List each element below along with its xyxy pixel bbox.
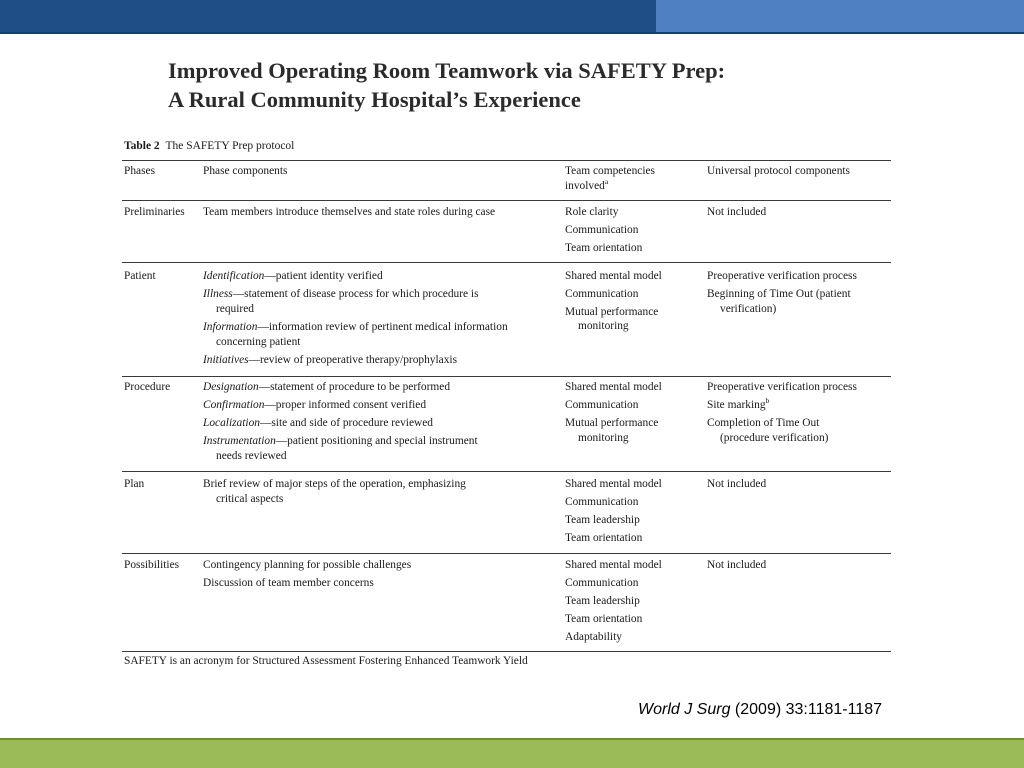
universal-item: Not included	[707, 478, 767, 490]
universal-text: Completion of Time Out	[707, 417, 820, 429]
row-rule	[122, 471, 891, 472]
table-caption	[124, 140, 294, 152]
universal-item: Preoperative verification process	[707, 381, 857, 393]
component-item: Discussion of team member concerns	[203, 577, 374, 589]
component-desc: —proper informed consent verified	[264, 399, 427, 411]
component-desc-cont: required	[216, 303, 254, 315]
phase-plan: Plan	[124, 478, 145, 490]
components-plan	[203, 477, 563, 510]
universal-possibilities	[707, 558, 766, 576]
competency-text: Mutual performance	[565, 306, 659, 318]
competency-item: Shared mental model	[565, 381, 662, 393]
universal-footnote-marker: b	[765, 396, 770, 406]
component-term: Information	[203, 321, 258, 333]
component-desc-cont: critical aspects	[216, 493, 284, 505]
component-term: Localization	[203, 417, 260, 429]
universal-item	[707, 287, 857, 317]
competency-item: Shared mental model	[565, 270, 662, 282]
header-phases: Phases	[124, 165, 156, 177]
universal-text-cont: verification)	[720, 303, 777, 315]
component-item	[203, 287, 563, 317]
component-item	[203, 269, 563, 284]
component-desc-cont: concerning patient	[216, 336, 301, 348]
competency-item	[565, 416, 662, 446]
component-item	[203, 434, 563, 464]
component-item	[203, 477, 563, 507]
competency-item: Communication	[565, 288, 639, 300]
component-item	[203, 416, 563, 431]
row-rule	[122, 262, 891, 263]
phase-procedure: Procedure	[124, 381, 171, 393]
competency-item: Team orientation	[565, 242, 643, 254]
components-patient	[203, 269, 563, 371]
component-desc-cont: needs reviewed	[216, 450, 287, 462]
competency-item: Team leadership	[565, 595, 640, 607]
component-item	[203, 353, 563, 368]
universal-patient	[707, 269, 857, 320]
row-rule	[122, 553, 891, 554]
universal-text: Beginning of Time Out (patient	[707, 288, 851, 300]
table-bottom-rule	[122, 651, 891, 652]
competency-text-cont: monitoring	[578, 320, 629, 332]
component-desc: —patient identity verified	[264, 270, 383, 282]
competency-item	[565, 305, 662, 334]
competency-item: Communication	[565, 399, 639, 411]
competency-item: Shared mental model	[565, 559, 662, 571]
header-universal-protocol: Universal protocol components	[707, 165, 850, 177]
header-rule	[122, 200, 891, 201]
component-desc: —statement of disease process for which procedure is	[232, 288, 479, 300]
citation-details: (2009) 33:1181-1187	[730, 701, 882, 718]
table-caption-label: Table 2	[124, 140, 160, 152]
universal-procedure	[707, 380, 857, 449]
universal-item: Preoperative verification process	[707, 270, 857, 282]
universal-text-cont: (procedure verification)	[720, 432, 829, 444]
competency-item: Team leadership	[565, 514, 640, 526]
competency-item: Role clarity	[565, 206, 619, 218]
header-team-competencies-text: Team competencies involved	[565, 165, 655, 192]
universal-preliminaries	[707, 205, 766, 223]
universal-plan	[707, 477, 766, 495]
heading-line-2: A Rural Community Hospital’s Experience	[168, 87, 581, 112]
component-item: Team members introduce themselves and state roles during case	[203, 206, 496, 218]
competencies-procedure	[565, 380, 662, 449]
competency-text-cont: monitoring	[578, 432, 629, 444]
bottom-banner	[0, 738, 1024, 768]
component-term: Confirmation	[203, 399, 265, 411]
component-term: Identification	[203, 270, 265, 282]
universal-item: Not included	[707, 559, 767, 571]
competency-item: Communication	[565, 577, 639, 589]
competencies-preliminaries	[565, 205, 642, 259]
component-item	[203, 398, 563, 413]
competency-text: Mutual performance	[565, 417, 659, 429]
component-desc: —review of preoperative therapy/prophylaxis	[248, 354, 457, 366]
component-item: Contingency planning for possible challenges	[203, 559, 412, 571]
competencies-plan	[565, 477, 662, 549]
phase-possibilities: Possibilities	[124, 559, 180, 571]
table-caption-text: The SAFETY Prep protocol	[165, 140, 295, 152]
component-item	[203, 320, 563, 350]
top-banner-dark-segment	[0, 0, 656, 32]
header-phase-components: Phase components	[203, 165, 288, 177]
component-term: Instrumentation	[203, 435, 276, 447]
competency-item: Communication	[565, 224, 639, 236]
universal-text: Site marking	[707, 399, 766, 411]
phase-patient: Patient	[124, 270, 156, 282]
header-team-competencies	[565, 164, 685, 194]
competencies-patient	[565, 269, 662, 337]
table-top-rule	[122, 160, 891, 161]
row-rule	[122, 376, 891, 377]
competency-item: Team orientation	[565, 613, 643, 625]
header-footnote-marker: a	[604, 177, 609, 187]
component-term: Initiatives	[203, 354, 249, 366]
citation	[638, 701, 882, 719]
component-desc: —statement of procedure to be performed	[258, 381, 451, 393]
competency-item: Shared mental model	[565, 478, 662, 490]
heading-line-1: Improved Operating Room Teamwork via SAFETY Prep:	[168, 58, 726, 83]
universal-item	[707, 416, 857, 446]
components-possibilities	[203, 558, 563, 594]
component-term: Illness	[203, 288, 233, 300]
table-footnote: SAFETY is an acronym for Structured Assessment Fostering Enhanced Teamwork Yield	[124, 655, 528, 667]
component-desc: Brief review of major steps of the operation, emphasizing	[203, 478, 466, 490]
competencies-possibilities	[565, 558, 662, 648]
component-item	[203, 380, 563, 395]
component-desc: —site and side of procedure reviewed	[259, 417, 433, 429]
component-desc: —patient positioning and special instrument	[275, 435, 478, 447]
components-procedure	[203, 380, 563, 467]
component-term: Designation	[203, 381, 259, 393]
competency-item: Adaptability	[565, 631, 622, 643]
universal-item	[707, 398, 857, 413]
citation-journal: World J Surg	[638, 701, 731, 718]
top-banner	[0, 0, 1024, 34]
universal-item: Not included	[707, 206, 767, 218]
top-banner-light-segment	[656, 0, 1024, 32]
component-desc: —information review of pertinent medical information	[257, 321, 508, 333]
phase-preliminaries: Preliminaries	[124, 206, 185, 218]
top-banner-underline	[0, 32, 1024, 34]
components-preliminaries	[203, 205, 563, 223]
slide-heading	[168, 56, 725, 114]
competency-item: Team orientation	[565, 532, 643, 544]
competency-item: Communication	[565, 496, 639, 508]
